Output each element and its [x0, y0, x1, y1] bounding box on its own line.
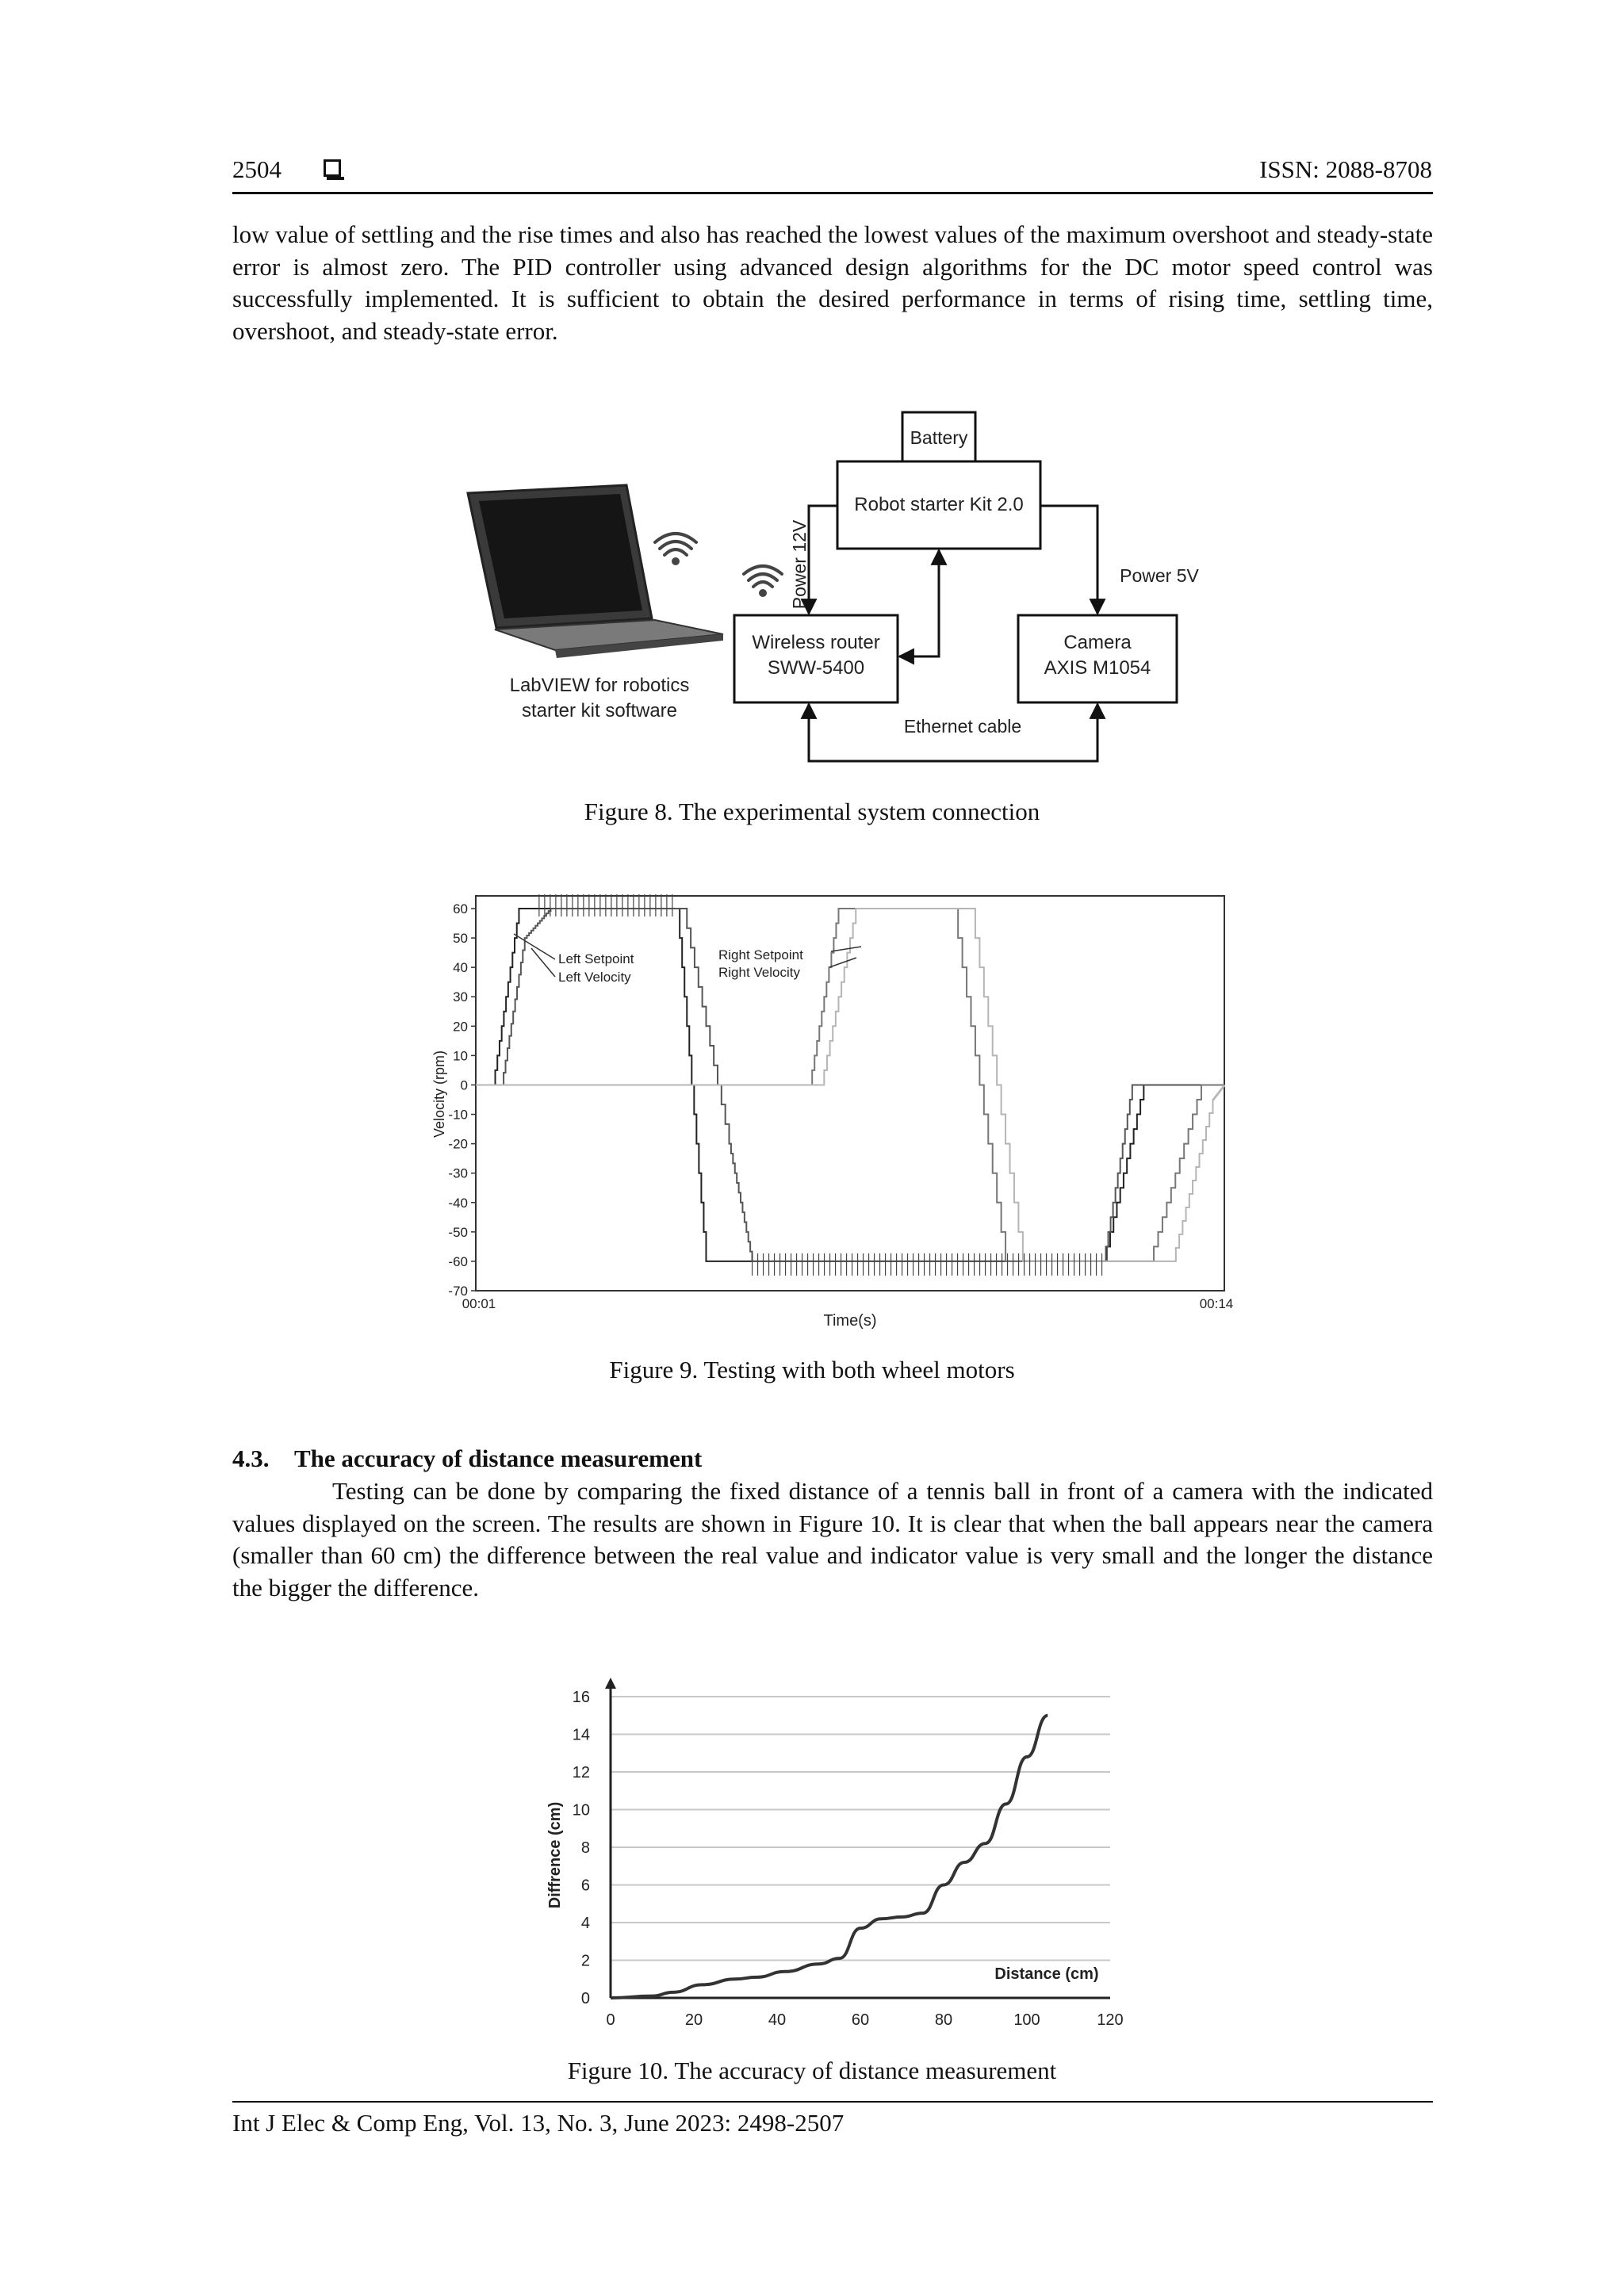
- fig9-ytick-label-1: 50: [453, 931, 468, 947]
- fig10-xtick-6: 120: [1097, 2011, 1124, 2029]
- footer-citation: Int J Elec & Comp Eng, Vol. 13, No. 3, June 2023: 2498-2507: [232, 2109, 845, 2137]
- fig9-ytick-label-7: -10: [448, 1107, 468, 1123]
- page-number: 2504: [232, 155, 282, 183]
- fig10-ytick-2: 4: [580, 1915, 590, 1932]
- legend-right-setpoint: Right Setpoint: [718, 947, 803, 962]
- legend-left-setpoint: Left Setpoint: [558, 951, 634, 966]
- fig10-xtick-4: 80: [934, 2011, 953, 2029]
- fig10-xtick-0: 0: [606, 2011, 615, 2029]
- figure10-ylabel: Diffrence (cm): [546, 1801, 564, 1909]
- figure10-series: [611, 1716, 1048, 1998]
- router-label-line1: Wireless router: [752, 632, 880, 653]
- power12-label: Power 12V: [789, 519, 810, 610]
- figure9-xtick-end: 00:14: [1199, 1296, 1234, 1311]
- fig9-ytick-label-11: -50: [448, 1224, 468, 1240]
- labview-label-line1: LabVIEW for robotics: [509, 675, 690, 696]
- fig10-xtick-1: 20: [684, 2011, 703, 2029]
- figure9-xtick-start: 00:01: [462, 1296, 496, 1311]
- fig10-ytick-6: 12: [572, 1764, 590, 1781]
- section-heading: [232, 1445, 702, 1473]
- ethernet-label: Ethernet cable: [903, 716, 1022, 737]
- fig10-ytick-3: 6: [580, 1877, 590, 1895]
- labview-label-line2: starter kit software: [521, 700, 678, 721]
- fig9-ytick-label-0: 60: [453, 901, 468, 916]
- fig9-ytick-label-3: 30: [453, 989, 468, 1005]
- fig10-ytick-5: 10: [572, 1801, 590, 1820]
- fig10-ytick-4: 8: [580, 1839, 590, 1857]
- footer-rule: [232, 2101, 1433, 2103]
- figure9-xlabel: Time(s): [823, 1312, 877, 1330]
- section-number: 4.3.: [232, 1445, 270, 1472]
- paragraph-section: Testing can be done by comparing the fixed distance of a tennis ball in front of a camera with the indicated values displayed on the screen. The results are shown in Figure 10. It is clear that when the ball appears near the camera (smaller than 60 cm) the difference between the real value and indicator value is very small and the longer the distance the bigger the difference.: [232, 1477, 1433, 1601]
- battery-label: Battery: [910, 427, 968, 448]
- fig9-ytick-label-12: -60: [448, 1253, 468, 1269]
- fig10-ytick-1: 2: [580, 1952, 590, 1970]
- issn: ISSN: 2088-8708: [1259, 155, 1432, 183]
- section-title: The accuracy of distance measurement: [294, 1445, 703, 1472]
- legend-left-velocity: Left Velocity: [558, 970, 631, 985]
- fig10-xtick-5: 100: [1013, 2011, 1040, 2029]
- fig10-xtick-2: 40: [768, 2011, 787, 2029]
- fig10-xtick-3: 60: [851, 2011, 870, 2029]
- fig10-ytick-8: 16: [572, 1689, 590, 1706]
- fig9-ytick-label-10: -40: [448, 1195, 468, 1211]
- fig10-ytick-7: 14: [572, 1726, 590, 1744]
- fig10-y-arrow: [605, 1678, 616, 1689]
- figure9-y-ticks: [448, 901, 476, 1299]
- camera-label-line2: AXIS M1054: [1044, 657, 1151, 679]
- figure9-caption: Figure 9. Testing with both wheel motors: [609, 1356, 1015, 1383]
- figure9-ylabel: Velocity (rpm): [431, 1050, 447, 1138]
- figure10-chart: [523, 1657, 1142, 2038]
- figure9-chart: [412, 888, 1245, 1332]
- fig9-ytick-label-6: 0: [460, 1077, 468, 1093]
- fig9-ytick-label-9: -30: [448, 1165, 468, 1181]
- header-box-icon: [324, 159, 341, 177]
- figure10-xlabel: Distance (cm): [994, 1965, 1099, 1983]
- paragraph-top: low value of settling and the rise times and also has reached the lowest values of the maximum overshoot and steady-state error is almost zero. The PID controller using advanced design algorithms for the DC motor speed control was successfully implemented. It is sufficient to obtain the desired performance in terms of rising time, settling time, overshoot, and steady-state error.: [232, 220, 1433, 345]
- fig9-ytick-label-2: 40: [453, 960, 468, 976]
- legend-right-velocity: Right Velocity: [718, 965, 800, 980]
- figure8-caption: Figure 8. The experimental system connection: [584, 798, 1040, 825]
- figure10-grid: [605, 1678, 1110, 1998]
- wifi-icon-router: [744, 566, 782, 595]
- power5-label: Power 5V: [1120, 565, 1199, 586]
- robot-kit-label: Robot starter Kit 2.0: [854, 494, 1024, 515]
- fig9-ytick-label-8: -20: [448, 1136, 468, 1152]
- fig9-ytick-label-5: 10: [453, 1048, 468, 1064]
- header-rule: [232, 192, 1433, 194]
- figure10-caption: Figure 10. The accuracy of distance measurement: [567, 2057, 1057, 2084]
- fig9-ytick-label-13: -70: [448, 1284, 468, 1299]
- fig9-ytick-label-4: 20: [453, 1019, 468, 1035]
- fig10-series-line: [611, 1716, 1048, 1998]
- laptop-icon: [468, 485, 723, 658]
- fig10-ytick-0: 0: [580, 1990, 590, 2007]
- camera-label-line1: Camera: [1063, 632, 1132, 653]
- router-label-line2: SWW-5400: [767, 657, 865, 679]
- figure8-diagram: [444, 396, 1237, 777]
- wifi-icon-laptop: [655, 534, 696, 564]
